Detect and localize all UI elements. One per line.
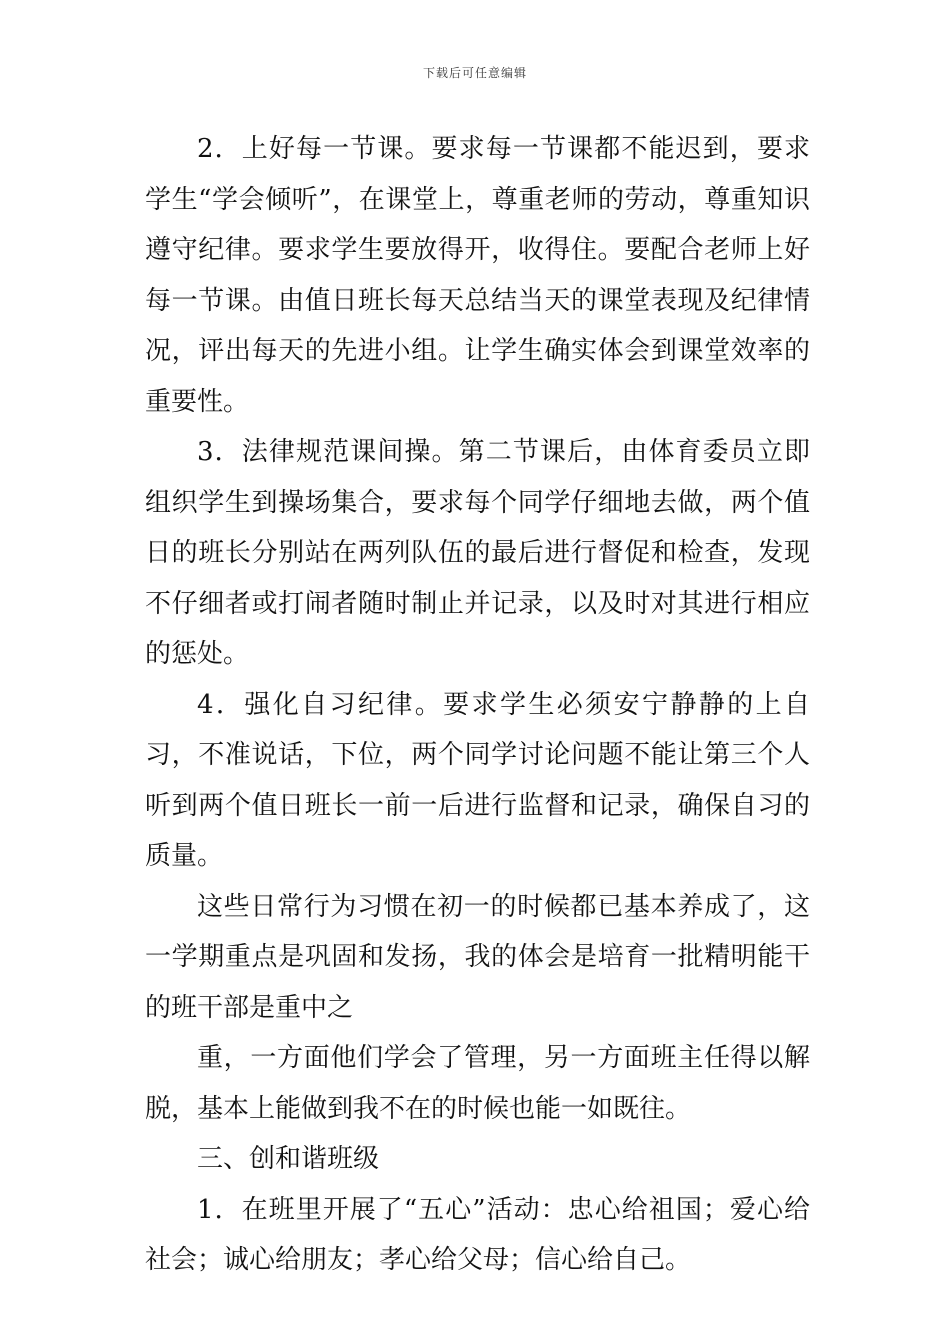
paragraph-item-2: 2．上好每一节课。要求每一节课都不能迟到，要求学生“学会倾听”，在课堂上，尊重老师的劳动，尊重知识遵守纪律。要求学生要放得开，收得住。要配合老师上好每一节课。由值日班长每天总结当天的课堂表现及纪律情况，评出每天的先进小组。让学生确实体会到课堂效率的重要性。 [145, 134, 810, 417]
document-body [145, 124, 810, 1286]
paragraph-summary: 这些日常行为习惯在初一的时候都已基本养成了，这一学期重点是巩固和发扬，我的体会是培育一批精明能干的班干部是重中之 [145, 891, 810, 1023]
paragraph-section-item-1: 1．在班里开展了“五心”活动：忠心给祖国；爱心给社会；诚心给朋友；孝心给父母；信心给自己。 [145, 1194, 810, 1275]
paragraph-summary-continued: 重，一方面他们学会了管理，另一方面班主任得以解脱，基本上能做到我不在的时候也能一如既往。 [145, 1043, 810, 1124]
section-heading: 三、创和谐班级 [197, 1144, 380, 1174]
paragraph-item-3: 3．法律规范课间操。第二节课后，由体育委员立即组织学生到操场集合，要求每个同学仔细地去做，两个值日的班长分别站在两列队伍的最后进行督促和检查，发现不仔细者或打闹者随时制止并记录，以及时对其进行相应的惩处。 [145, 437, 810, 669]
paragraph-item-4: 4．强化自习纪律。要求学生必须安宁静静的上自习，不准说话，下位，两个同学讨论问题不能让第三个人听到两个值日班长一前一后进行监督和记录，确保自习的质量。 [145, 689, 810, 871]
page-header: 下载后可任意编辑 [422, 66, 527, 80]
